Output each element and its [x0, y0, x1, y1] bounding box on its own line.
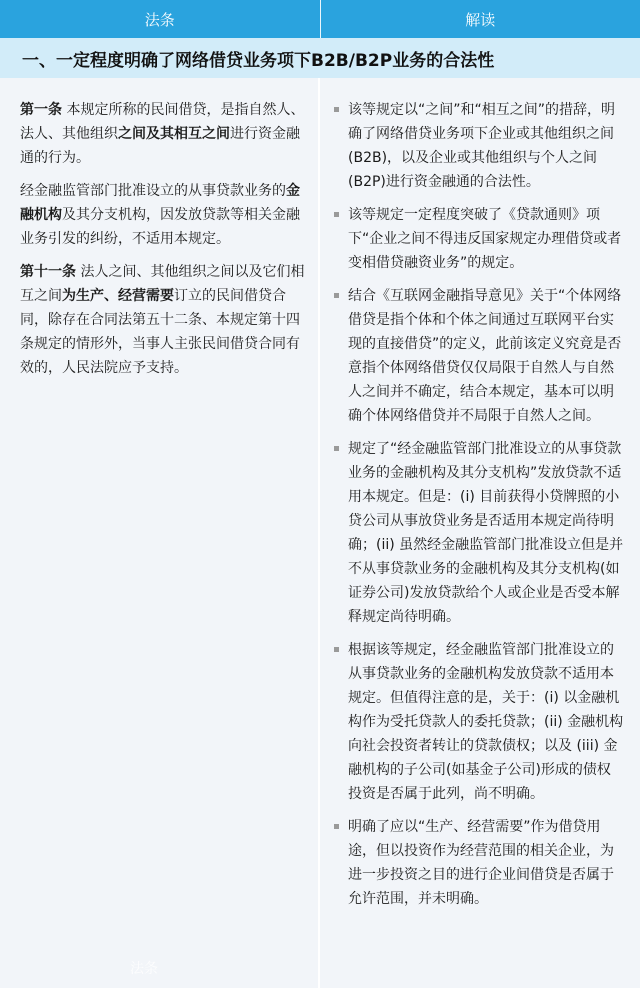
square-bullet-icon	[334, 212, 339, 217]
list-item	[334, 638, 624, 806]
article-11-label: 第十一条	[20, 264, 76, 280]
table-header	[0, 0, 640, 38]
article-11-paragraph	[20, 260, 308, 380]
article-1-p2-text-c: 及其分支机构，因发放贷款等相关金融业务引发的纠纷，不适用本规定。	[20, 207, 300, 247]
square-bullet-icon	[334, 824, 339, 829]
list-item-text: 明确了应以“生产、经营需要”作为借贷用途，但以投资作为经营范围的相关企业，为进一步投资之目的进行企业间借贷是否属于允许范围，并未明确。	[348, 819, 614, 907]
list-item	[334, 437, 624, 629]
list-item-text: 该等规定一定程度突破了《贷款通则》项下“企业之间不得违反国家规定办理借贷或者变相借贷融资业务”的规定。	[348, 207, 622, 271]
list-item	[334, 284, 624, 428]
header-divider	[320, 0, 321, 38]
interpretation-list	[334, 98, 624, 920]
header-col-statute: 法条	[144, 10, 175, 29]
article-1-text-a: 本规定所称的民间借贷，是指自然人、法人、其他组织	[20, 102, 305, 142]
list-item-text: 该等规定以“之间”和“相互之间”的措辞，明确了网络借贷业务项下企业或其他组织之间(B2B)，以及企业或其他组织与个人之间(B2P)进行资金融通的合法性。	[348, 102, 616, 190]
section-bar	[0, 38, 640, 78]
statute-text	[20, 98, 308, 389]
list-item-text: 根据该等规定，经金融监管部门批准设立的从事贷款业务的金融机构发放贷款不适用本规定。但值得注意的是，关于：(i) 以金融机构作为受托贷款人的委托贷款；(ii) 金融机构向社会投资者转让的贷款债权；以及 (iii) 金融机构的子公司(如基金子公司)形成的债权投资是否属于此列，尚不明确。	[348, 642, 624, 802]
article-1-emphasis: 之间及其相互之间	[118, 126, 230, 142]
article-1-paragraph	[20, 98, 308, 170]
article-1-p2-text-a: 经金融监管部门批准设立的从事贷款业务的	[20, 183, 286, 199]
list-item-text: 结合《互联网金融指导意见》关于“个体网络借贷是指个体和个体之间通过互联网平台实现的直接借贷”的定义，此前该定义究竟是否意指个体网络借贷仅仅局限于自然人与自然人之间并不确定，结合本规定，基本可以明确个体网络借贷并不局限于自然人之间。	[348, 288, 622, 424]
watermark-text: 法条	[130, 961, 158, 977]
article-1-label: 第一条	[20, 102, 62, 118]
section-title: 一、一定程度明确了网络借贷业务项下B2B/B2P业务的合法性	[22, 50, 495, 71]
article-1-text-c: 进行资金融通的行为。	[20, 126, 300, 166]
list-item	[334, 203, 624, 275]
square-bullet-icon	[334, 107, 339, 112]
article-11-text-a: 法人之间、其他组织之间以及它们相互之间	[20, 264, 305, 304]
list-item	[334, 98, 624, 194]
article-11-emphasis: 为生产、经营需要	[62, 288, 174, 304]
square-bullet-icon	[334, 293, 339, 298]
header-col-interpretation: 解读	[465, 10, 496, 29]
square-bullet-icon	[334, 446, 339, 451]
list-item-text: 规定了“经金融监管部门批准设立的从事贷款业务的金融机构及其分支机构”发放贷款不适用本规定。但是：(i) 目前获得小贷牌照的小贷公司从事放贷业务是否适用本规定尚待明确；(ii) 虽然经金融监管部门批准设立但是并不从事贷款业务的金融机构及其分支机构(如证券公司)发放贷款给个人或企业是否受本解释规定尚待明确。	[348, 441, 624, 625]
list-item	[334, 815, 624, 911]
financial-institution-emphasis: 金融机构	[20, 183, 300, 223]
article-1-paragraph-2	[20, 179, 308, 251]
article-11-text-c: 订立的民间借贷合同，除存在合同法第五十二条、本规定第十四条规定的情形外，当事人主张民间借贷合同有效的，人民法院应予支持。	[20, 288, 300, 376]
square-bullet-icon	[334, 647, 339, 652]
